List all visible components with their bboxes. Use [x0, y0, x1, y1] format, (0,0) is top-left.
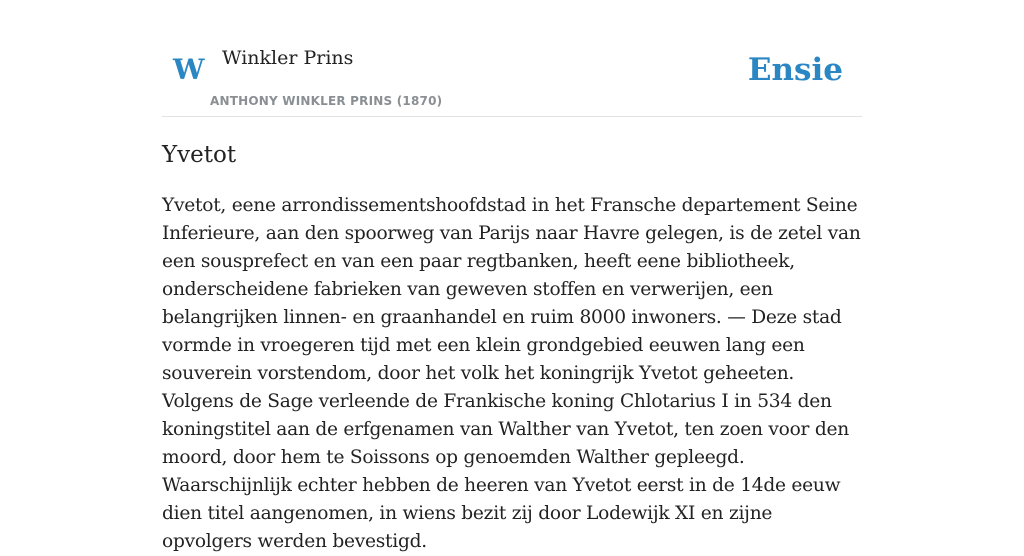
source-title-link[interactable]: Winkler Prins	[222, 47, 354, 69]
brand-logo[interactable]: Ensie	[747, 52, 843, 88]
source-logo[interactable]: W	[173, 53, 205, 86]
source-author: ANTHONY WINKLER PRINS (1870)	[210, 94, 443, 108]
entry-title: Yvetot	[162, 142, 237, 168]
source-header	[162, 0, 862, 117]
entry-body: Yvetot, eene arrondissementshoofdstad in het Fransche departement Seine Inferieure, aan den spoorweg van Parijs naar Havre gelegen, is de zetel van een sousprefect en van een paar regtbanken, heeft eene bibliotheek, onderscheidene fabrieken van geweven stoffen en verwerijen, een belangrijken linnen- en graanhandel en ruim 8000 inwoners. — Deze stad vormde in vroegeren tijd met een klein grondgebied eeuwen lang een souverein vorstendom, door het volk het koningrijk Yvetot geheeten. Volgens de Sage verleende de Frankische koning Chlotarius I in 534 den koningstitel aan de erfgenamen van Walther van Yvetot, ten zoen voor den moord, door hem te Soissons op genoemden Walther gepleegd. Waarschijnlijk echter hebben de heeren van Yvetot eerst in de 14de eeuw dien titel aangenomen, in wiens bezit zij door Lodewijk XI en zijne opvolgers werden bevestigd.	[162, 195, 861, 552]
